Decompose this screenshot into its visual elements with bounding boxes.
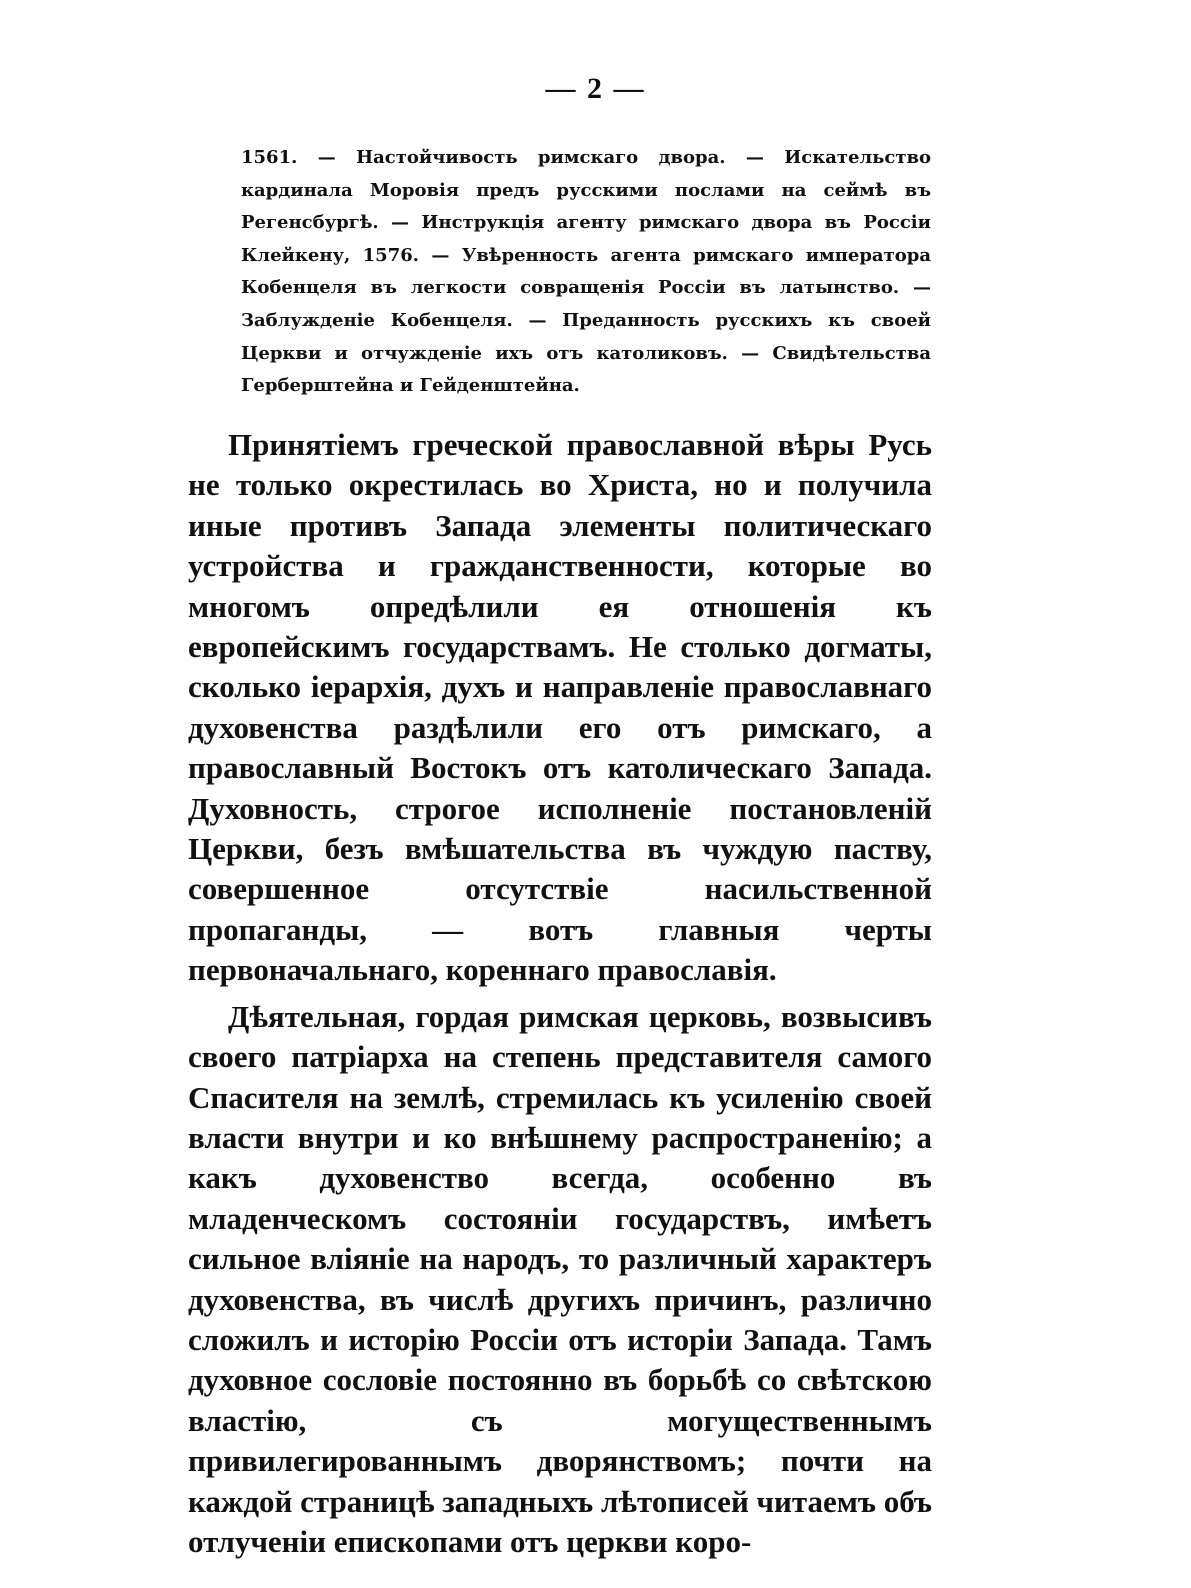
body-text xyxy=(188,425,932,1562)
page-number: — 2 — xyxy=(545,72,646,105)
chapter-summary: 1561. — Настойчивость римскаго двора. — Искательство кардинала Моровія предъ русскими послами на сеймѣ въ Регенсбургѣ. — Инструкція агенту римскаго двора въ Россіи Клейкену, 1576. — Увѣренность агента римскаго императора Кобенцеля въ легкости совращенія Россіи въ латынство. — Заблужденіе Кобенцеля. — Преданность русскихъ къ своей Церкви и отчужденіе ихъ отъ католиковъ. — Свидѣтельства Герберштейна и Гейденштейна. xyxy=(241,147,931,397)
paragraph: Принятіемъ греческой православной вѣры Русь не только окрестилась во Христа, но и получила иные противъ Запада элементы политическаго устройства и гражданственности, которые во многомъ опредѣлили ея отношенія къ европейскимъ государствамъ. Не столько догматы, сколько іерархія, духъ и направленіе православнаго духовенства раздѣлили его отъ римскаго, а православный Востокъ отъ католическаго Запада. Духовность, строгое исполненіе постановленій Церкви, безъ вмѣшательства въ чуждую паству, совершенное отсутствіе насильственной пропаганды, — вотъ главныя черты первоначальнаго, кореннаго православія. xyxy=(188,427,932,988)
paragraph: Дѣятельная, гордая римская церковь, возвысивъ своего патріарха на степень представителя самого Спасителя на землѣ, стремилась къ усиленію своей власти внутри и ко внѣшнему распространенію; а какъ духовенство всегда, особенно въ младенческомъ состояніи государствъ, имѣетъ сильное вліяніе на народъ, то различный характеръ духовенства, въ числѣ другихъ причинъ, различно сложилъ и исторію Россіи отъ исторіи Запада. Тамъ духовное сословіе постоянно въ борьбѣ со свѣтскою властію, съ могущественнымъ привилегированнымъ дворянствомъ; почти на каждой страницѣ западныхъ лѣтописей читаемъ объ отлученіи епископами отъ церкви коро- xyxy=(188,998,932,1559)
